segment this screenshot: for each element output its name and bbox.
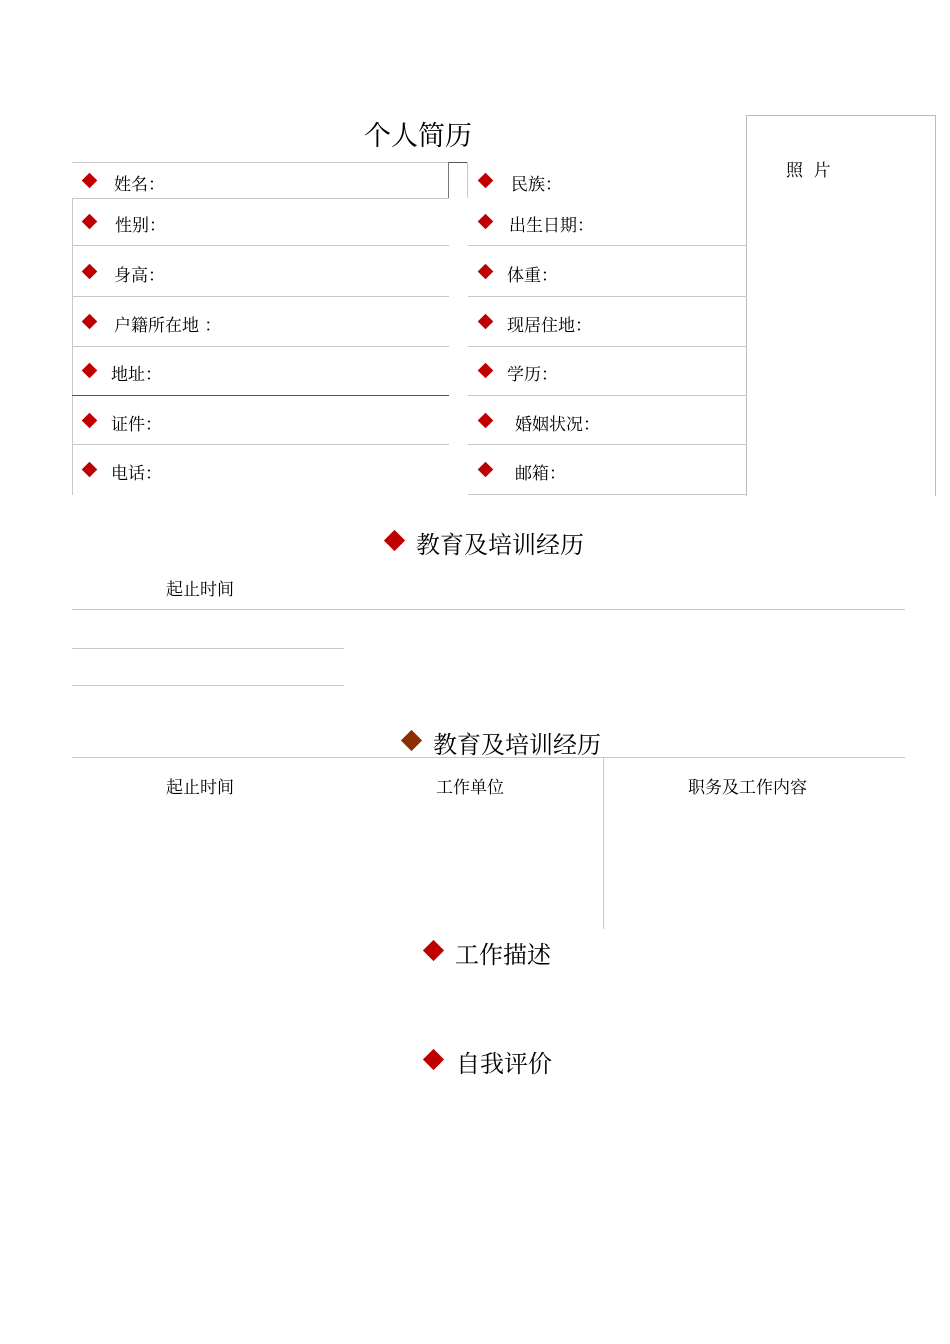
field-gender: 性别： <box>115 216 166 236</box>
field-name: 姓名： <box>114 175 165 195</box>
diamond-bullet-icon <box>82 363 98 379</box>
field-height: 身高： <box>114 266 165 286</box>
diamond-bullet-icon <box>478 264 494 280</box>
column-header-time: 起止时间 <box>166 778 234 798</box>
diamond-bullet-icon <box>478 363 494 379</box>
table-line <box>72 346 449 347</box>
field-address: 地址： <box>111 365 162 385</box>
table-line <box>72 609 905 610</box>
diamond-bullet-icon <box>478 462 494 478</box>
table-line <box>603 757 604 929</box>
table-line <box>72 198 449 199</box>
table-line <box>72 648 344 649</box>
photo-box <box>746 115 936 496</box>
field-birthdate: 出生日期： <box>509 216 594 236</box>
diamond-bullet-icon <box>82 264 98 280</box>
column-header-time: 起止时间 <box>166 580 234 600</box>
photo-label: 照 片 <box>786 161 831 181</box>
table-line <box>72 162 468 163</box>
table-line <box>468 444 747 445</box>
diamond-bullet-icon <box>478 173 494 189</box>
table-line <box>72 757 905 758</box>
diamond-bullet-icon <box>82 314 98 330</box>
diamond-bullet-icon <box>384 530 405 551</box>
field-residence: 现居住地： <box>507 316 592 336</box>
section-title-education: 教育及培训经历 <box>416 531 584 559</box>
diamond-bullet-icon <box>478 413 494 429</box>
table-line <box>467 162 468 198</box>
table-line <box>72 685 344 686</box>
table-line <box>72 245 449 246</box>
table-line <box>72 444 449 445</box>
table-line <box>468 296 747 297</box>
diamond-bullet-icon <box>423 1049 444 1070</box>
field-marital: 婚姻状况： <box>515 415 600 435</box>
diamond-bullet-icon <box>401 730 422 751</box>
field-education: 学历： <box>507 365 558 385</box>
table-line <box>448 162 449 198</box>
table-line <box>468 494 747 495</box>
section-title-work: 教育及培训经历 <box>433 731 601 759</box>
table-line <box>72 296 449 297</box>
column-header-duties: 职务及工作内容 <box>688 778 807 798</box>
diamond-bullet-icon <box>82 413 98 429</box>
diamond-bullet-icon <box>478 314 494 330</box>
diamond-bullet-icon <box>82 462 98 478</box>
page-title: 个人简历 <box>364 121 472 152</box>
diamond-bullet-icon <box>423 940 444 961</box>
table-line <box>468 395 747 396</box>
field-weight: 体重： <box>507 266 558 286</box>
diamond-bullet-icon <box>82 214 98 230</box>
field-id: 证件： <box>111 415 162 435</box>
diamond-bullet-icon <box>478 214 494 230</box>
column-header-company: 工作单位 <box>436 778 504 798</box>
table-line <box>449 162 468 163</box>
section-title-self-evaluation: 自我评价 <box>456 1050 552 1078</box>
field-phone: 电话： <box>111 464 162 484</box>
section-title-work-description: 工作描述 <box>455 941 551 969</box>
field-ethnicity: 民族： <box>511 175 562 195</box>
field-hukou: 户籍所在地 ： <box>114 316 222 336</box>
field-email: 邮箱： <box>515 464 566 484</box>
table-line <box>468 245 747 246</box>
table-line <box>468 346 747 347</box>
table-line <box>72 395 449 396</box>
diamond-bullet-icon <box>82 173 98 189</box>
